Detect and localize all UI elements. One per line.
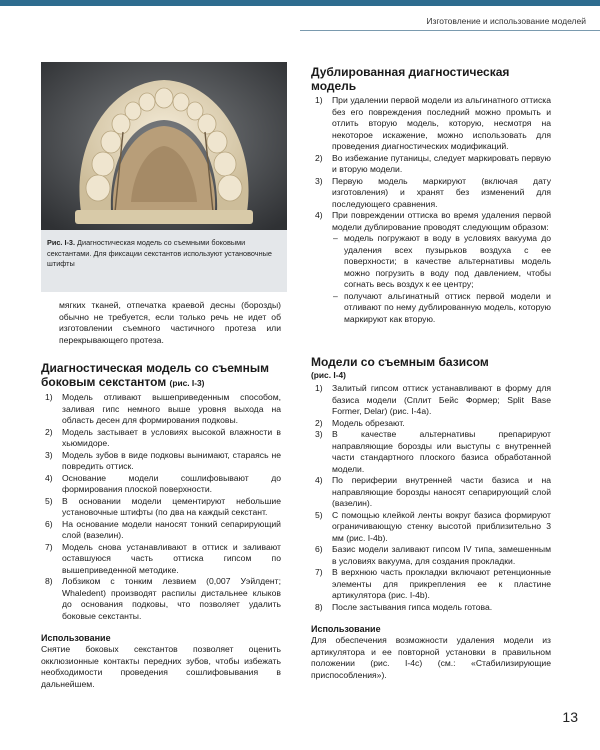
left-step-item	[41, 392, 281, 427]
sub-list-item: – получают альгинатный оттиск первой модели и отливают по нему дублированную модель, которую маркируют как вторую.	[332, 291, 551, 326]
figure-panel	[41, 62, 287, 292]
figure-caption	[47, 238, 283, 270]
left-column	[59, 300, 281, 346]
step-number: 8)	[315, 601, 323, 612]
left-steps-list	[41, 392, 281, 622]
left-step-item	[41, 542, 281, 577]
step-number: 6)	[315, 544, 323, 554]
step-number: 4)	[45, 472, 53, 483]
step-number: 4)	[315, 210, 323, 220]
page-number: 13	[562, 709, 578, 725]
step-text: Модель застывает в условиях высокой влажности в хьюмидоре.	[62, 426, 281, 448]
step-text: После застывания гипса модель готова.	[332, 601, 493, 612]
sub-list-item: – модель погружают в воду в условиях вакуума до удаления всех пузырьков воздуха с ее поверхности; в качестве альтернативы модель можно погрузить в воду под давлением, чтобы согнать весь воздух к ее центру;	[332, 233, 551, 291]
figure-caption-text: Диагностическая модель со съемными боковыми секстантами. Для фиксации секстантов используют установочные штифты	[47, 238, 272, 268]
step-text: При повреждении оттиска во время удаления первой модели дублирование проводят следующим образом:	[332, 210, 551, 232]
step-number: 1)	[45, 392, 53, 402]
intro-paragraph: мягких тканей, отпечатка краевой десны (борозды) обычно не требуется, если только речь не идет об изготовлении съемного частичного протеза или перекрывающего протеза.	[59, 300, 281, 345]
step-number: 6)	[45, 518, 53, 529]
step-text: Модель зубов в виде подковы вынимают, стараясь не повредить оттиск.	[62, 449, 281, 471]
usage-heading-right: Использование	[311, 624, 381, 634]
step-text: Базис модели заливают гипсом IV типа, замешенным в условиях вакуума, для создания прокладки.	[332, 544, 551, 566]
step-number: 3)	[45, 449, 53, 460]
top-accent-bar	[0, 0, 600, 6]
right-step2-item	[311, 510, 551, 545]
right-step-item	[311, 95, 551, 153]
usage-text-right: Для обеспечения возможности удаления модели из артикулятора и ее повторной установки в правильном положении (рис. I-4c) (см.: «Стабилизирующие приспособления»).	[311, 635, 551, 680]
left-step-item	[41, 496, 281, 519]
step-text: Модель снова устанавливают в оттиск и заливают оставшуюся часть оттиска гипсом по вышеприведенной методике.	[62, 541, 281, 575]
step-number: 8)	[45, 576, 53, 586]
section-heading-duplicate: Дублированная диагностическая модель	[311, 65, 510, 93]
step-text: Модель обрезают.	[332, 417, 405, 428]
step-number: 7)	[315, 567, 323, 577]
right-step2-item	[311, 567, 551, 602]
right-section-duplicate	[311, 66, 551, 325]
step-number: 2)	[315, 152, 323, 163]
step-number: 5)	[45, 495, 53, 506]
step-number: 2)	[315, 417, 323, 428]
step-number: 4)	[315, 475, 323, 485]
step-text: При удалении первой модели из альгинатного оттиска без его повреждения последний можно промыть и отлить вторую модель, которую, несмотря на некоторое искажение, можно использовать для проведения диагностических модификаций.	[332, 95, 551, 151]
step-text: Во избежание путаницы, следует маркировать первую и вторую модели.	[332, 152, 551, 174]
step-number: 3)	[315, 175, 323, 186]
dental-model-photo	[41, 62, 287, 230]
step-text: В верхнюю часть прокладки включают ретенционные элементы для прикрепления ее к пластине артикулятора (рис. I-4b).	[332, 567, 551, 600]
figure-caption-label: Рис. I-3.	[47, 238, 76, 247]
step-text: На основание модели наносят тонкий сепарирующий слой (вазелин).	[62, 518, 281, 540]
right-step-item	[311, 153, 551, 176]
left-step-item	[41, 427, 281, 450]
step-text: С помощью клейкой ленты вокруг базиса формируют ограничивающую стенку высотой приблизительно 3 мм (рис. I-4b).	[332, 509, 551, 543]
left-step-item	[41, 519, 281, 542]
section-heading-text: Диагностическая модель со съемным боковым секстантом	[41, 361, 269, 389]
running-header: Изготовление и использование моделей	[426, 16, 586, 26]
right-step-item	[311, 210, 551, 233]
header-rule	[300, 30, 600, 31]
right-step2-item	[311, 475, 551, 510]
right-step2-item	[311, 429, 551, 475]
step-number: 1)	[315, 383, 323, 393]
right-step-item	[311, 176, 551, 211]
left-step-item	[41, 473, 281, 496]
right-steps2-list	[311, 383, 551, 613]
step-number: 3)	[315, 429, 323, 439]
right-section-removable-base	[311, 356, 551, 681]
section-heading-removable-sextant	[41, 362, 281, 390]
step-text: В качестве альтернативы препарируют направляющие борозды или выступы с внутренней части стандартного плоского базиса обработанной модели.	[332, 429, 551, 474]
left-section	[41, 362, 281, 690]
right-sub-list	[332, 233, 551, 325]
right-steps-list	[311, 95, 551, 233]
section-heading-ref: (рис. I-3)	[169, 377, 205, 388]
step-text: Залитый гипсом оттиск устанавливают в форму для базиса модели (Сплит Бейс Формер; Split Base Former, Delar) (рис. I-4a).	[332, 383, 551, 416]
step-text: Лобзиком с тонким лезвием (0,007 Уэйлдент; Whaledent) производят распилы дистальнее клыков до основания подковы, что позволяет удалить боковые секстанты.	[62, 576, 281, 621]
section-heading-ref-right: (рис. I-4)	[311, 369, 346, 380]
right-step2-item	[311, 544, 551, 567]
step-number: 2)	[45, 426, 53, 437]
step-number: 1)	[315, 95, 323, 105]
step-text: Основание модели сошлифовывают до формирования плоской поверхности.	[62, 472, 281, 494]
right-step2-item	[311, 383, 551, 418]
step-text: Первую модель маркируют (включая дату изготовления) и хранят без изменений для последующего сравнения.	[332, 175, 551, 209]
right-step2-item	[311, 602, 551, 614]
step-text: По периферии внутренней части базиса и на направляющие борозды наносят сепарирующий слой (вазелин).	[332, 475, 551, 508]
step-text: Модель отливают вышеприведенным способом, заливая гипс немного выше уровня выхода на область десен для формирования подковы.	[62, 392, 281, 425]
usage-heading-left: Использование	[41, 633, 111, 643]
left-step-item	[41, 450, 281, 473]
step-number: 7)	[45, 541, 53, 552]
step-text: В основании модели цементируют небольшие установочные штифты (по два на каждый секстант.	[62, 495, 281, 517]
left-step-item	[41, 576, 281, 622]
section-heading-removable-base: Модели со съемным базисом	[311, 355, 489, 369]
usage-text-left: Снятие боковых секстантов позволяет оценить окклюзионные контакты передних зубов, чтобы избежать необходимости проведения сошлифовывания в дальнейшем.	[41, 644, 281, 689]
right-step2-item	[311, 418, 551, 430]
step-number: 5)	[315, 509, 323, 520]
